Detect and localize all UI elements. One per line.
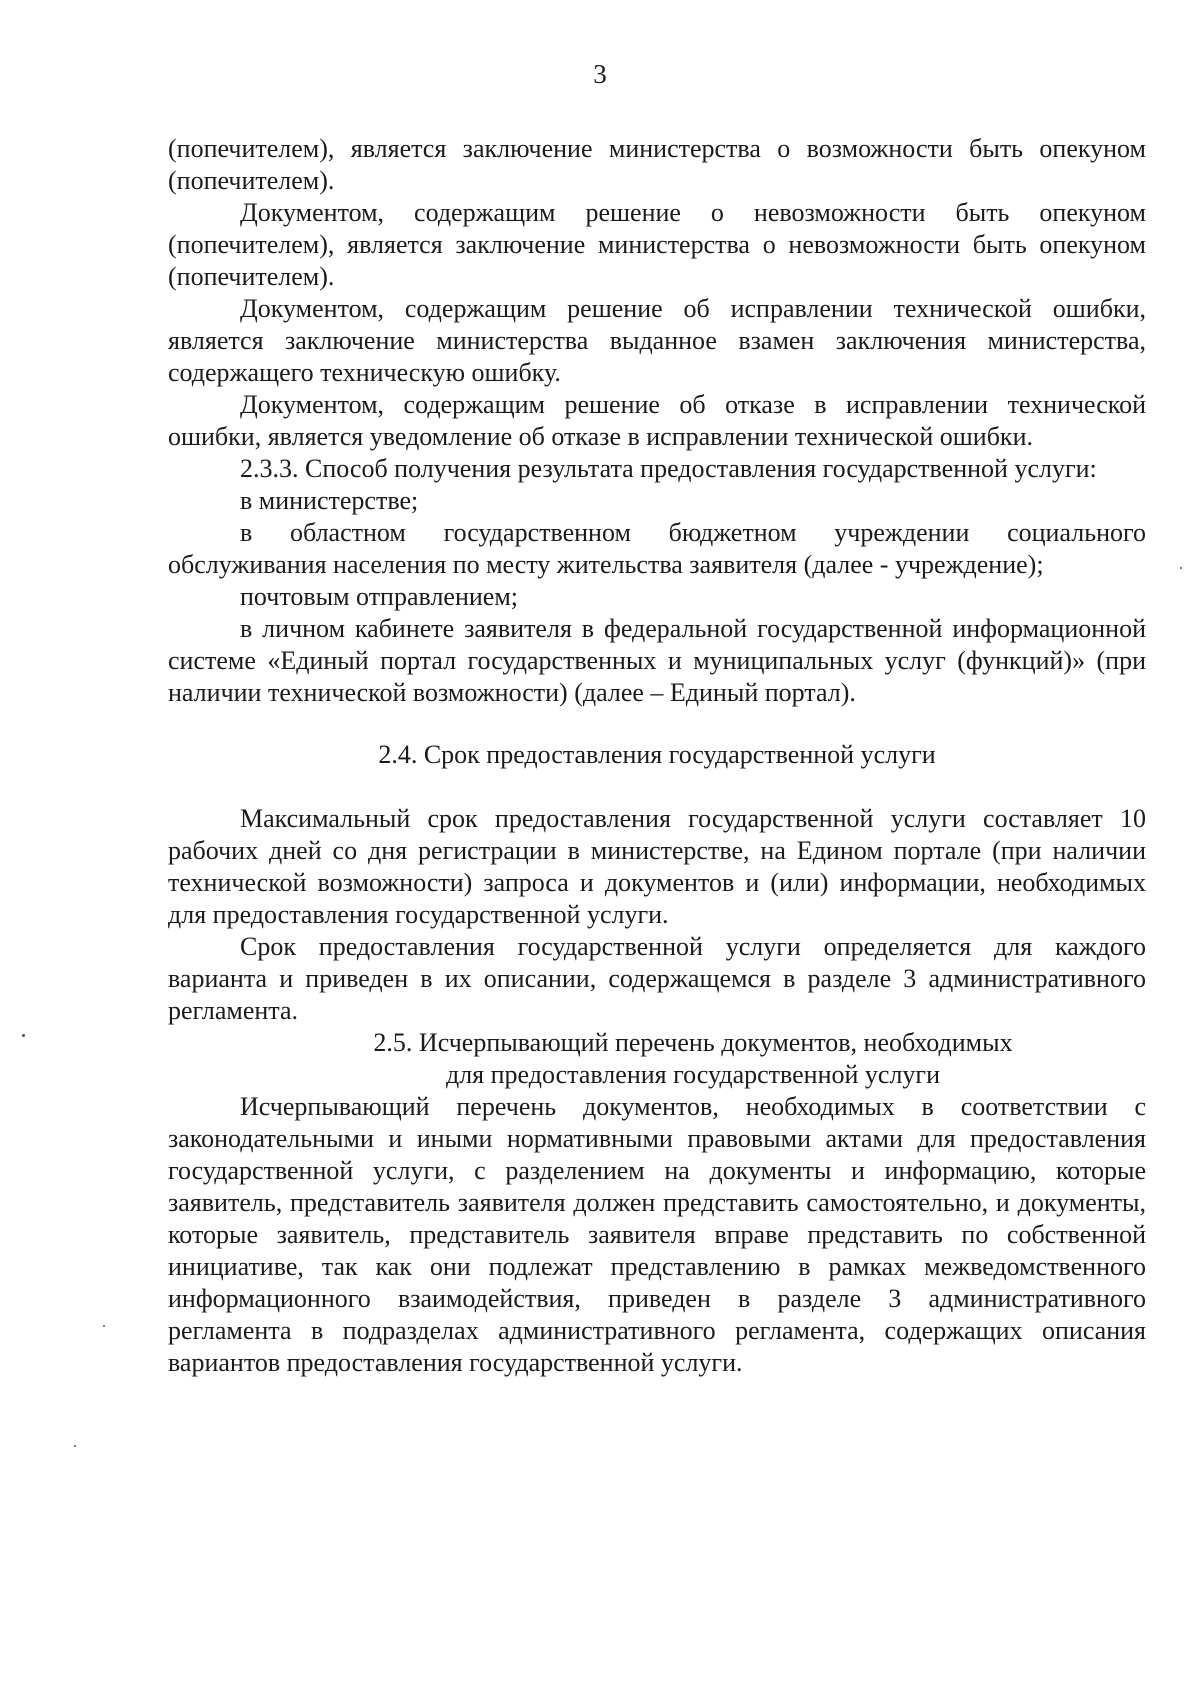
section-heading-2-4: 2.4. Срок предоставления государственной услуги [378,740,936,769]
list-item: в министерстве; [240,486,419,515]
paragraph-2-3-3: 2.3.3. Способ получения результата предоставления государственной услуги: [240,454,1097,483]
list-item: в личном кабинете заявителя в федеральной государственной информационной системе «Единый портал государственных и муниципальных услуг (функций)» (при наличии технической возможности) (далее – Единый портал). [168,614,1146,707]
paragraph: Срок предоставления государственной услуги определяется для каждого варианта и приведен в их описании, содержащемся в разделе 3 административного регламента. [168,932,1146,1025]
section-heading-2-5-line2: для предоставления государственной услуги [445,1060,941,1089]
paragraph: Документом, содержащим решение об отказе в исправлении технической ошибки, является уведомление об отказе в исправлении технической ошибки. [168,390,1146,451]
list-item: в областном государственном бюджетном учреждении социального обслуживания населения по месту жительства заявителя (далее - учреждение); [168,518,1146,579]
section-heading-2-5-line1: 2.5. Исчерпывающий перечень документов, необходимых [373,1028,1013,1057]
page-number: 3 [593,59,607,89]
list-item: почтовым отправлением; [240,582,519,611]
paragraph: Исчерпывающий перечень документов, необходимых в соответствии с законодательными и иными нормативными правовыми актами для предоставления государственной услуги, с разделением на документы и информацию, которые заявитель, представитель заявителя должен представить самостоятельно, и документы, которые заявитель, представитель заявителя вправе представить по собственной инициативе, так как они подлежат представлению в рамках межведомственного информационного взаимодействия, приведен в разделе 3 административного регламента в подразделах административного регламента, содержащих описания вариантов предоставления государственной услуги. [168,1092,1146,1377]
document-body [168,133,1146,1379]
scan-speck [1180,567,1182,569]
scan-speck [103,1325,105,1327]
paragraph: Документом, содержащим решение о невозможности быть опекуном (попечителем), является заключение министерства о невозможности быть опекуном (попечителем). [168,198,1146,291]
paragraph-continuation: (попечителем), является заключение министерства о возможности быть опекуном (попечителем). [168,134,1146,195]
paragraph: Максимальный срок предоставления государственной услуги составляет 10 рабочих дней со дня регистрации в министерстве, на Едином портале (при наличии технической возможности) запроса и документов и (или) информации, необходимых для предоставления государственной услуги. [168,804,1146,929]
scan-speck [74,1445,76,1447]
paragraph: Документом, содержащим решение об исправлении технической ошибки, является заключение министерства выданное взамен заключения министерства, содержащего техническую ошибку. [168,294,1146,387]
scan-speck [22,1034,25,1037]
